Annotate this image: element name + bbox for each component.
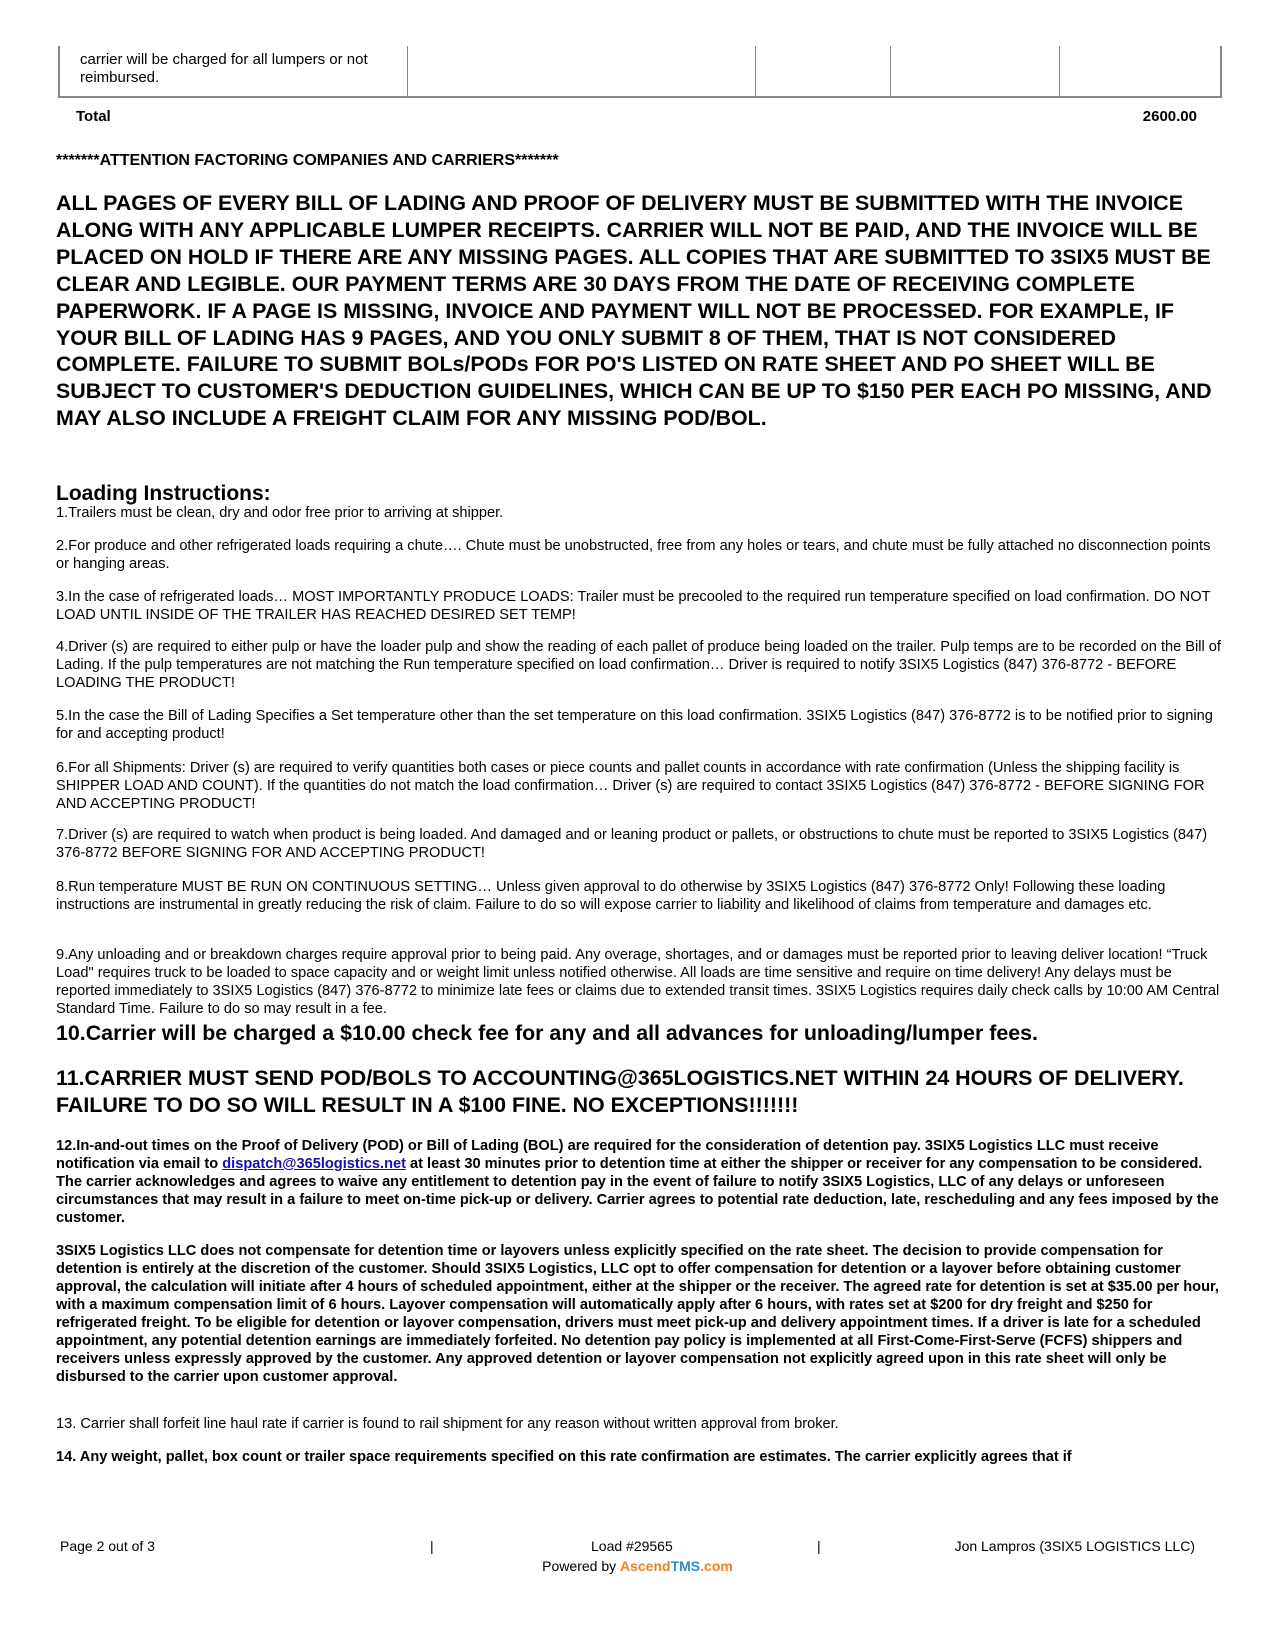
brand-tms: TMS [670, 1558, 701, 1574]
instruction-3: 3.In the case of refrigerated loads… MOST IMPORTANTLY PRODUCE LOADS: Trailer must be precooled to the required run temperature specified on load confirmation. DO NOT LOAD UNTIL INSIDE OF THE TRAILER HAS REACHED DESIRED SET TEMP! [56, 589, 1211, 623]
total-label: Total [76, 108, 111, 125]
page-number: Page 2 out of 3 [60, 1538, 155, 1554]
footer-separator: | [430, 1538, 434, 1554]
table-cell-description [60, 46, 408, 96]
instruction-6: 6.For all Shipments: Driver (s) are required to verify quantities both cases or piece counts and pallet counts in accordance with rate confirmation (Unless the shipping facility is SHIPPER LOAD AND COUNT). If the quantities do not match the load confirmation… Driver (s) are required to contact 3SIX5 Logistics (847) 376-8772 - BEFORE SIGNING FOR AND ACCEPTING PRODUCT! [56, 760, 1205, 812]
instruction-8: 8.Run temperature MUST BE RUN ON CONTINUOUS SETTING… Unless given approval to do otherwise by 3SIX5 Logistics (847) 376-8772 Only! Following these loading instructions are instrumental in greatly reducing the risk of claim. Failure to do so will expose carrier to liability and likelihood of claims from temperature and damages etc. [56, 879, 1166, 913]
instruction-11: 11.CARRIER MUST SEND POD/BOLS TO ACCOUNTING@365LOGISTICS.NET WITHIN 24 HOURS OF DELIVERY. FAILURE TO DO SO WILL RESULT IN A $100 FINE. NO EXCEPTIONS!!!!!!! [56, 1066, 1184, 1117]
powered-by [0, 1558, 1275, 1574]
footer-separator: | [817, 1538, 821, 1554]
instruction-13: 13. Carrier shall forfeit line haul rate if carrier is found to rail shipment for any reason without written approval from broker. [56, 1416, 839, 1432]
brand-ascend: Ascend [620, 1558, 671, 1574]
contact-name: Jon Lampros (3SIX5 LOGISTICS LLC) [954, 1538, 1195, 1554]
table-cell-text: carrier will be charged for all lumpers or not reimbursed. [80, 51, 368, 86]
instruction-4: 4.Driver (s) are required to either pulp or have the loader pulp and show the reading of each pallet of produce being loaded on the trailer. Pulp temps are to be recorded on the Bill of Lading. If the pulp temperatures are not matching the Run temperature specified on load confirmation… Driver is required to notify 3SIX5 Logistics (847) 376-8772 - BEFORE LOADING THE PRODUCT! [56, 639, 1221, 691]
brand-com: .com [700, 1558, 733, 1574]
attention-heading: *******ATTENTION FACTORING COMPANIES AND CARRIERS******* [56, 152, 559, 169]
instruction-12-text-cont: at least 30 minutes prior to detention time at either the shipper or receiver for any compensation to be considered. The carrier acknowledges and agrees to waive any entitlement to detention pay in the event of failure to notify 3SIX5 Logistics, LLC of any delays or unforeseen circumstances that may result in a failure to meet on-time pick-up or delivery. Carrier agrees to potential rate deduction, late, rescheduling and any fees imposed by the customer. [56, 1156, 1219, 1226]
charges-table [58, 46, 1222, 98]
table-cell [890, 46, 1060, 96]
instruction-2: 2.For produce and other refrigerated loads requiring a chute…. Chute must be unobstructed, free from any holes or tears, and chute must be fully attached no disconnection points or hanging areas. [56, 538, 1211, 572]
table-cell [755, 46, 891, 96]
instruction-7: 7.Driver (s) are required to watch when product is being loaded. And damaged and or leaning product or pallets, or obstructions to chute must be reported to 3SIX5 Logistics (847) 376-8772 BEFORE SIGNING FOR AND ACCEPTING PRODUCT! [56, 827, 1208, 861]
instruction-10: 10.Carrier will be charged a $10.00 check fee for any and all advances for unloading/lumper fees. [56, 1021, 1038, 1045]
instruction-1: 1.Trailers must be clean, dry and odor free prior to arriving at shipper. [56, 505, 504, 521]
instruction-12 [56, 1137, 1224, 1227]
dispatch-email-link[interactable]: dispatch@365logistics.net [222, 1156, 406, 1172]
instruction-9: 9.Any unloading and or breakdown charges require approval prior to being paid. Any overage, shortages, and or damages must be reported prior to leaving deliver location! “Truck Load" requires truck to be loaded to space capacity and or weight limit unless notified otherwise. All loads are time sensitive and require on time delivery! Any delays must be reported immediately to 3SIX5 Logistics (847) 376-8772 to minimize late fees or claims due to extended transit times. 3SIX5 Logistics requires daily check calls by 10:00 AM Central Standard Time. Failure to do so may result in a fee. [56, 947, 1220, 1017]
loading-instructions-title: Loading Instructions: [56, 482, 271, 505]
attention-body: ALL PAGES OF EVERY BILL OF LADING AND PROOF OF DELIVERY MUST BE SUBMITTED WITH THE INVOICE ALONG WITH ANY APPLICABLE LUMPER RECEIPTS. CARRIER WILL NOT BE PAID, AND THE INVOICE WILL BE PLACED ON HOLD IF THERE ARE ANY MISSING PAGES. ALL COPIES THAT ARE SUBMITTED TO 3SIX5 MUST BE CLEAR AND LEGIBLE. OUR PAYMENT TERMS ARE 30 DAYS FROM THE DATE OF RECEIVING COMPLETE PAPERWORK. IF A PAGE IS MISSING, INVOICE AND PAYMENT WILL NOT BE PROCESSED. FOR EXAMPLE, IF YOUR BILL OF LADING HAS 9 PAGES, AND YOU ONLY SUBMIT 8 OF THEM, THAT IS NOT CONSIDERED COMPLETE. FAILURE TO SUBMIT BOLs/PODs FOR PO'S LISTED ON RATE SHEET AND PO SHEET WILL BE SUBJECT TO CUSTOMER'S DEDUCTION GUIDELINES, WHICH CAN BE UP TO $150 PER EACH PO MISSING, AND MAY ALSO INCLUDE A FREIGHT CLAIM FOR ANY MISSING POD/BOL. [56, 191, 1212, 431]
instruction-5: 5.In the case the Bill of Lading Specifies a Set temperature other than the set temperature on this load confirmation. 3SIX5 Logistics (847) 376-8772 is to be notified prior to signing for and accepting product! [56, 708, 1213, 742]
powered-by-label: Powered by [542, 1558, 617, 1574]
load-number: Load #29565 [591, 1538, 673, 1554]
instruction-12-text: 12.In-and-out times on the Proof of Delivery (POD) or Bill of Lading (BOL) are required for the consideration of detention pay. 3SIX5 Logistics LLC must receive notification via email to [56, 1138, 1159, 1172]
table-cell [407, 46, 756, 96]
total-value: 2600.00 [1142, 108, 1197, 125]
instruction-14: 14. Any weight, pallet, box count or trailer space requirements specified on this rate confirmation are estimates. The carrier explicitly agrees that if [56, 1449, 1072, 1465]
detention-policy: 3SIX5 Logistics LLC does not compensate for detention time or layovers unless explicitly specified on the rate sheet. The decision to provide compensation for detention is entirely at the discretion of the customer. Should 3SIX5 Logistics, LLC opt to offer compensation for detention or a layover before obtaining customer approval, the calculation will initiate after 4 hours of scheduled appointment, either at the shipper or the receiver. The agreed rate for detention is set at $35.00 per hour, with a maximum compensation limit of 6 hours. Layover compensation will automatically apply after 6 hours, with rates set at $200 for dry freight and $250 for refrigerated freight. To be eligible for detention or layover compensation, drivers must meet pick-up and delivery appointment times. If a driver is late for a scheduled appointment, any potential detention earnings are immediately forfeited. No detention pay policy is implemented at all First-Come-First-Serve (FCFS) shippers and receivers unless expressly approved by the customer. Any approved detention or layover compensation not explicitly agreed upon in this rate sheet will only be disbursed to the carrier upon customer approval. [56, 1243, 1219, 1385]
